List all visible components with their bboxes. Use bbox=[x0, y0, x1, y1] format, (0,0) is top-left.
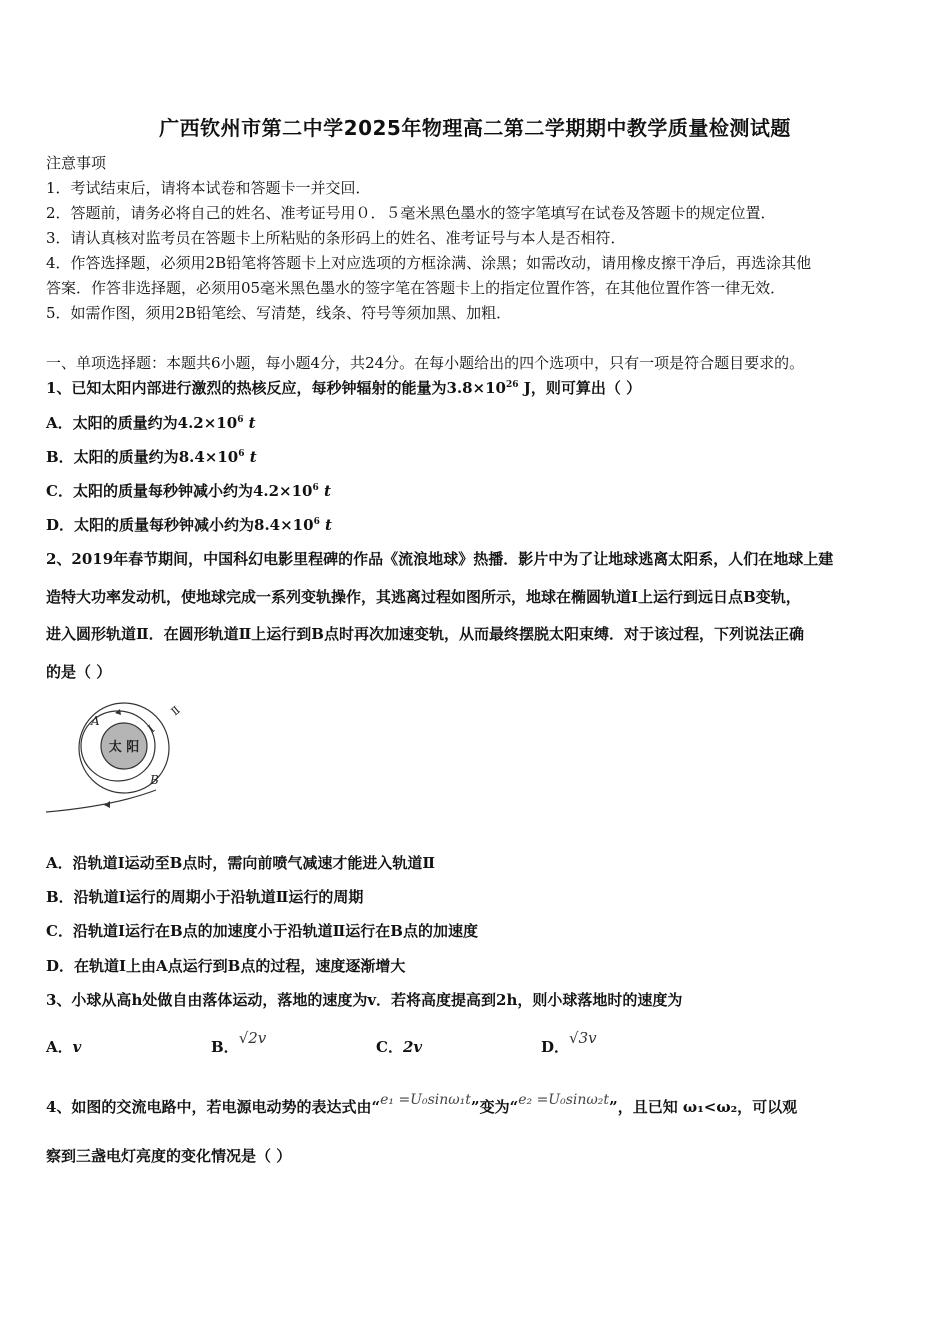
q1-energy-exp: 26 bbox=[506, 380, 519, 390]
option-label: A． bbox=[46, 1038, 73, 1056]
quote-close: ” bbox=[470, 1098, 480, 1116]
q1-stem-post: J，则可算出（ ） bbox=[518, 379, 642, 397]
option-value: 8.4×10 bbox=[254, 516, 314, 534]
q4-stem-pre: 4、如图的交流电路中，若电源电动势的表达式由 bbox=[46, 1098, 372, 1116]
point-a-label: A bbox=[91, 714, 100, 728]
option-value: √2v bbox=[238, 1029, 267, 1047]
option-exp: 6 bbox=[312, 483, 319, 493]
q4-stem-post: ，且已知 ω₁<ω₂，可以观 bbox=[617, 1098, 798, 1116]
option-unit: t bbox=[244, 448, 257, 466]
q1-option-a bbox=[46, 412, 256, 433]
sun-label: 太 阳 bbox=[108, 740, 140, 755]
q4-expr-2: e₂ =U₀sinω₂t bbox=[518, 1092, 610, 1108]
option-value: 4.2×10 bbox=[177, 414, 238, 432]
option-value: 4.2×10 bbox=[252, 482, 313, 500]
q2-option-b: B．沿轨道Ⅰ运行的周期小于沿轨道Ⅱ运行的周期 bbox=[46, 888, 364, 906]
q2-stem-line: 进入圆形轨道Ⅱ．在圆形轨道Ⅱ上运行到B点时再次加速变轨，从而最终摆脱太阳束缚．对于该过程，下列说法正确 bbox=[46, 625, 804, 643]
notice-item: 4．作答选择题，必须用2B铅笔将答题卡上对应选项的方框涂满、涂黑；如需改动，请用橡皮擦干净后，再选涂其他 bbox=[46, 254, 812, 272]
q1-stem bbox=[46, 377, 641, 398]
notice-item: 答案．作答非选择题，必须用05毫米黑色墨水的签字笔在答题卡上的指定位置作答，在其他位置作答一律无效． bbox=[46, 279, 786, 297]
quote-open: “ bbox=[371, 1098, 381, 1116]
notice-item: 2．答题前，请务必将自己的姓名、准考证号用０．５毫米黑色墨水的签字笔填写在试卷及答题卡的规定位置． bbox=[46, 204, 776, 222]
section-heading: 一、单项选择题：本题共6小题，每小题4分，共24分。在每小题给出的四个选项中，只有一项是符合题目要求的。 bbox=[46, 354, 805, 372]
orbit-i-label: Ⅰ bbox=[145, 722, 158, 736]
q2-stem-line: 造特大功率发动机，使地球完成一系列变轨操作，其逃离过程如图所示，地球在椭圆轨道Ⅰ上运行到远日点B变轨， bbox=[46, 588, 801, 606]
option-value: v bbox=[72, 1038, 82, 1056]
orbit-diagram bbox=[44, 698, 204, 818]
q3-stem: 3、小球从高h处做自由落体运动，落地的速度为v．若将高度提高到2h，则小球落地时的速度为 bbox=[46, 991, 683, 1009]
option-text: D．太阳的质量每秒钟减小约为 bbox=[46, 516, 255, 534]
arrow-icon bbox=[104, 801, 110, 808]
option-unit: t bbox=[318, 482, 331, 500]
notice-item: 5．如需作图，须用2B铅笔绘、写清楚，线条、符号等须加黑、加粗． bbox=[46, 304, 512, 322]
q2-option-a: A．沿轨道Ⅰ运动至B点时，需向前喷气减速才能进入轨道Ⅱ bbox=[46, 854, 435, 872]
q1-option-b bbox=[46, 446, 257, 467]
option-value: √3v bbox=[569, 1029, 597, 1047]
option-exp: 6 bbox=[238, 449, 245, 459]
q2-option-c: C．沿轨道Ⅰ运行在B点的加速度小于沿轨道Ⅱ运行在B点的加速度 bbox=[46, 922, 478, 940]
option-unit: t bbox=[243, 414, 256, 432]
q1-option-c bbox=[46, 480, 331, 501]
option-text: A．太阳的质量约为 bbox=[46, 414, 178, 432]
q3-option-b bbox=[211, 1029, 267, 1057]
option-value: 2v bbox=[402, 1038, 423, 1056]
arrow-icon bbox=[115, 709, 121, 715]
option-exp: 6 bbox=[237, 415, 244, 425]
q3-option-c bbox=[376, 1036, 422, 1057]
option-text: B．太阳的质量约为 bbox=[46, 448, 179, 466]
q1-energy-base: 3.8×10 bbox=[446, 379, 506, 397]
option-value: 8.4×10 bbox=[178, 448, 239, 466]
point-b-label: B bbox=[150, 773, 159, 787]
option-exp: 6 bbox=[313, 517, 320, 527]
q2-option-d: D．在轨道Ⅰ上由A点运行到B点的过程，速度逐渐增大 bbox=[46, 957, 406, 975]
option-label: B． bbox=[211, 1038, 239, 1056]
notice-heading: 注意事项 bbox=[46, 154, 107, 172]
escape-path bbox=[46, 790, 156, 812]
option-text: C．太阳的质量每秒钟减小约为 bbox=[46, 482, 253, 500]
option-label: D． bbox=[541, 1038, 570, 1056]
notice-item: 3．请认真核对监考员在答题卡上所粘贴的条形码上的姓名、准考证号与本人是否相符． bbox=[46, 229, 626, 247]
page-title: 广西钦州市第二中学2025年物理高二第二学期期中教学质量检测试题 bbox=[159, 116, 791, 140]
notice-item: 1．考试结束后，请将本试卷和答题卡一并交回． bbox=[46, 179, 371, 197]
q4-stem-line2: 察到三盏电灯亮度的变化情况是（ ） bbox=[46, 1147, 292, 1165]
option-label: C． bbox=[376, 1038, 403, 1056]
quote-close: ” bbox=[609, 1098, 618, 1116]
q1-stem-pre: 1、已知太阳内部进行激烈的热核反应，每秒钟辐射的能量为 bbox=[46, 379, 447, 397]
q3-option-a bbox=[46, 1036, 81, 1057]
q4-expr-1: e₁ =U₀sinω₁t bbox=[380, 1092, 471, 1108]
q3-option-d bbox=[541, 1029, 597, 1057]
quote-open: “ bbox=[509, 1098, 519, 1116]
q2-stem-line: 的是（ ） bbox=[46, 663, 112, 681]
q4-stem-mid: 变为 bbox=[479, 1098, 510, 1116]
q2-stem-line: 2、2019年春节期间，中国科幻电影里程碑的作品《流浪地球》热播．影片中为了让地球逃离太阳系，人们在地球上建 bbox=[46, 550, 834, 568]
option-unit: t bbox=[319, 516, 332, 534]
orbit-ii-label: Ⅱ bbox=[168, 703, 183, 719]
q1-option-d bbox=[46, 514, 332, 535]
q4-stem bbox=[46, 1092, 798, 1117]
